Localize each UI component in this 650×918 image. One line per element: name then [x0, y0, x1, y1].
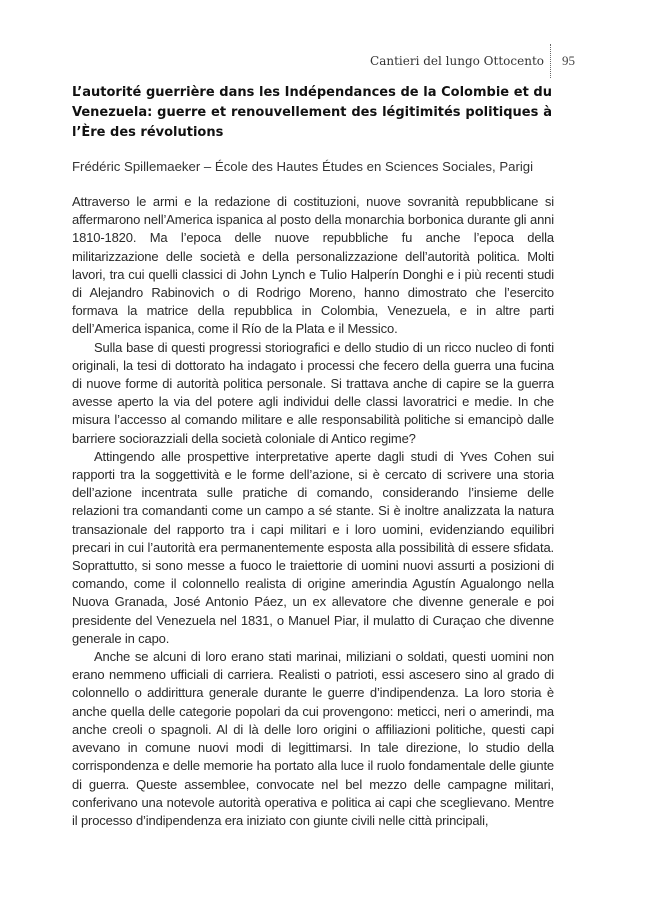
running-head-divider — [550, 44, 551, 78]
body-paragraph-3: Attingendo alle prospettive interpretative aperte dagli studi di Yves Cohen sui rapporti tra la soggettività e le forme dell’azione, si è cercato di scrivere una storia dell’azione incentrata sulle pratiche di comando, considerando l’insieme delle relazioni tra comandanti come un campo a sé stante. Si è inoltre analizzata la natura transazionale del rapporto tra i capi militari e i loro uomini, evidenziando equilibri precari in cui l’autorità era permanentemente esposta alla possibilità di essere sfidata. Soprattutto, si sono messe a fuoco le traiettorie di uomini nuovi assurti a posizioni di comando, come il colonnello realista di origine amerindia Agustín Agualongo nella Nuova Granada, José Antonio Páez, un ex allevatore che divenne generale e poi presidente del Venezuela nel 1831, o Manuel Piar, il mulatto di Curaçao che divenne generale in capo. — [72, 448, 554, 646]
body-paragraph-2: Sulla base di questi progressi storiografici e dello studio di un ricco nucleo di fonti originali, la tesi di dottorato ha indagato i processi che fecero della guerra una fucina di nuove forme di autorità politica personale. Si trattava anche di capire se la guerra avesse aperto la via del potere agli individui delle classi lavoratrici e medie. In che misura l’accesso al comando militare e alle responsabilità politiche si emancipò dalle barriere sociorazziali della società coloniale di Antico regime? — [72, 339, 554, 446]
article-title: L’autorité guerrière dans les Indépendances de la Colombie et du Venezuela: guerre et renouvellement des légitimités politiques à l’Ère des révolutions — [72, 85, 552, 140]
running-head-title: Cantieri del lungo Ottocento — [370, 54, 544, 68]
author-affiliation: Frédéric Spillemaeker – École des Hautes Études en Sciences Sociales, Parigi — [72, 159, 534, 174]
body-paragraph-4: Anche se alcuni di loro erano stati marinai, miliziani o soldati, questi uomini non erano nemmeno ufficiali di carriera. Realisti o patrioti, essi ascesero sino al grado di colonnello o addirittura generale durante le guerre d’indipendenza. La loro storia è anche quella delle categorie popolari da cui provengono: meticci, neri o amerindi, ma anche creoli o spagnoli. Al di là delle loro origini o affiliazioni politiche, questi capi avevano in comune nuovi modi di legittimarsi. In tale direzione, lo studio della corrispondenza e delle memorie ha portato alla luce il ruolo fondamentale delle giunte di guerra. Queste assemblee, convocate nel bel mezzo delle campagne militari, conferivano una notevole autorità operativa e politica ai capi che sceglievano. Mentre il processo d’indipendenza era iniziato con giunte civili nelle città principali, — [72, 649, 554, 828]
running-head — [0, 52, 650, 78]
article-body — [72, 193, 554, 830]
page-number: 95 — [562, 53, 575, 68]
body-paragraph-1: Attraverso le armi e la redazione di costituzioni, nuove sovranità repubblicane si affermarono nell’America ispanica al posto della monarchia borbonica durante gli anni 1810-1820. Ma l’epoca delle nuove repubbliche fu anche l’epoca della militarizzazione delle società e della personalizzazione dell’autorità politica. Molti lavori, tra cui quelli classici di John Lynch e Tulio Halperín Donghi e i più recenti studi di Alejandro Rabinovich o di Rodrigo Moreno, hanno dimostrato che l’esercito formava la matrice della repubblica in Colombia, Venezuela, e in altre parti dell’America ispanica, come il Río de la Plata e il Messico. — [72, 194, 554, 337]
